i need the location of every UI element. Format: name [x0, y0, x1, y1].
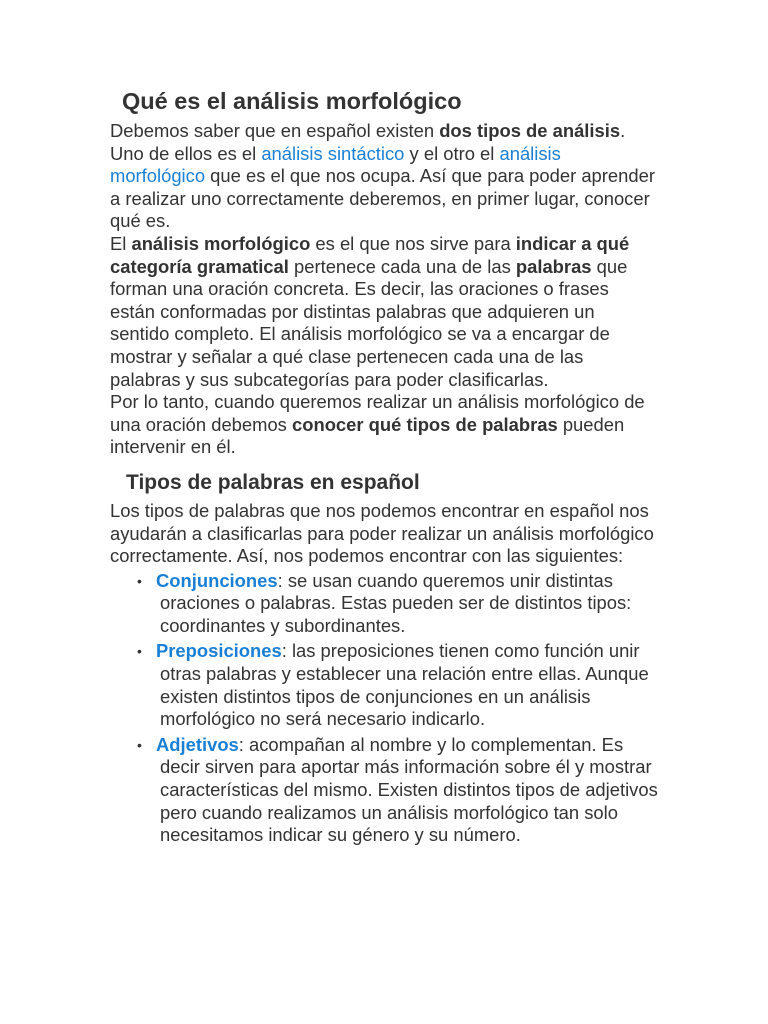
p3-text-2: pueden intervenir en él.: [110, 413, 625, 458]
p1-text-4: que es el que nos ocupa. Así que para poder aprender a realizar uno correctamente deberemos, en primer lugar, conocer qué es.: [110, 165, 655, 232]
section-title-analisis-morfologico: Qué es el análisis morfológico: [122, 88, 462, 114]
bullet-icon: •: [137, 643, 142, 660]
paragraph-intro-tipos: Los tipos de palabras que nos podemos encontrar en español nos ayudarán a clasificarlas para poder realizar un análisis morfológico correctamente. Así, nos podemos encontrar con las siguientes:: [110, 499, 654, 567]
p3-text-1: Por lo tanto, cuando queremos realizar un análisis morfológico de una oración debemos: [110, 391, 645, 435]
word-types-list: [110, 570, 658, 847]
p2-bold-palabras: palabras: [515, 255, 592, 277]
paragraph-tipos-de-analisis: [110, 120, 658, 233]
list-item-preposiciones: [110, 640, 658, 730]
p2-text-3: pertenece cada una de las: [288, 255, 516, 277]
p3-bold-conocer-tipos: conocer qué tipos de palabras: [292, 413, 558, 435]
list-item-conjunciones: [110, 570, 658, 638]
p2-text-4: que forman una oración concreta. Es decir, las oraciones o frases están conformadas por distintas palabras que adquieren un sentido completo. El análisis morfológico se va a encargar de mostrar y señalar a qué clase pertenecen cada una de las palabras y sus subcategorías para poder clasificarlas.: [110, 255, 628, 390]
document-page: [110, 86, 658, 850]
p2-text-1: El: [110, 232, 132, 254]
paragraph-definicion: [110, 233, 658, 391]
link-preposiciones[interactable]: Preposiciones: [156, 640, 282, 662]
section-title-tipos-de-palabras: Tipos de palabras en español: [126, 470, 420, 494]
list-item-text: : se usan cuando queremos unir distintas oraciones o palabras. Estas pueden ser de distintos tipos: coordinantes y subordinantes.: [160, 569, 632, 636]
bullet-icon: •: [137, 736, 142, 753]
p1-text-1: Debemos saber que en español existen: [110, 120, 440, 141]
bullet-icon: •: [137, 572, 142, 589]
list-item-adjetivos: [110, 734, 658, 847]
list-item-text: : acompañan al nombre y lo complementan. Es decir sirven para aportar más información sobre él y mostrar características del mismo. Existen distintos tipos de adjetivos pero cuando realizamos un análisis morfológico tan solo necesitamos indicar su género y su número.: [160, 733, 658, 846]
p1-text-2: . Uno de ellos es el: [110, 120, 626, 164]
p2-bold-categoria-gramatical: indicar a qué categoría gramatical: [110, 232, 630, 277]
link-conjunciones[interactable]: Conjunciones: [156, 569, 278, 591]
link-analisis-sintactico[interactable]: análisis sintáctico: [261, 142, 405, 164]
link-adjetivos[interactable]: Adjetivos: [156, 733, 239, 755]
p1-text-3: y el otro el: [404, 142, 500, 164]
paragraph-por-lo-tanto: [110, 391, 658, 459]
link-analisis-morfologico[interactable]: análisis morfológico: [110, 142, 561, 187]
list-item-text: : las preposiciones tienen como función unir otras palabras y establecer una relación entre ellas. Aunque existen distintos tipos de conjunciones en un análisis morfológico no será necesario indicarlo.: [160, 640, 649, 730]
p2-text-2: es el que nos sirve para: [310, 232, 516, 254]
p1-bold-dos-tipos: dos tipos de análisis: [439, 120, 621, 141]
p2-bold-analisis-morfologico: análisis morfológico: [131, 232, 311, 254]
